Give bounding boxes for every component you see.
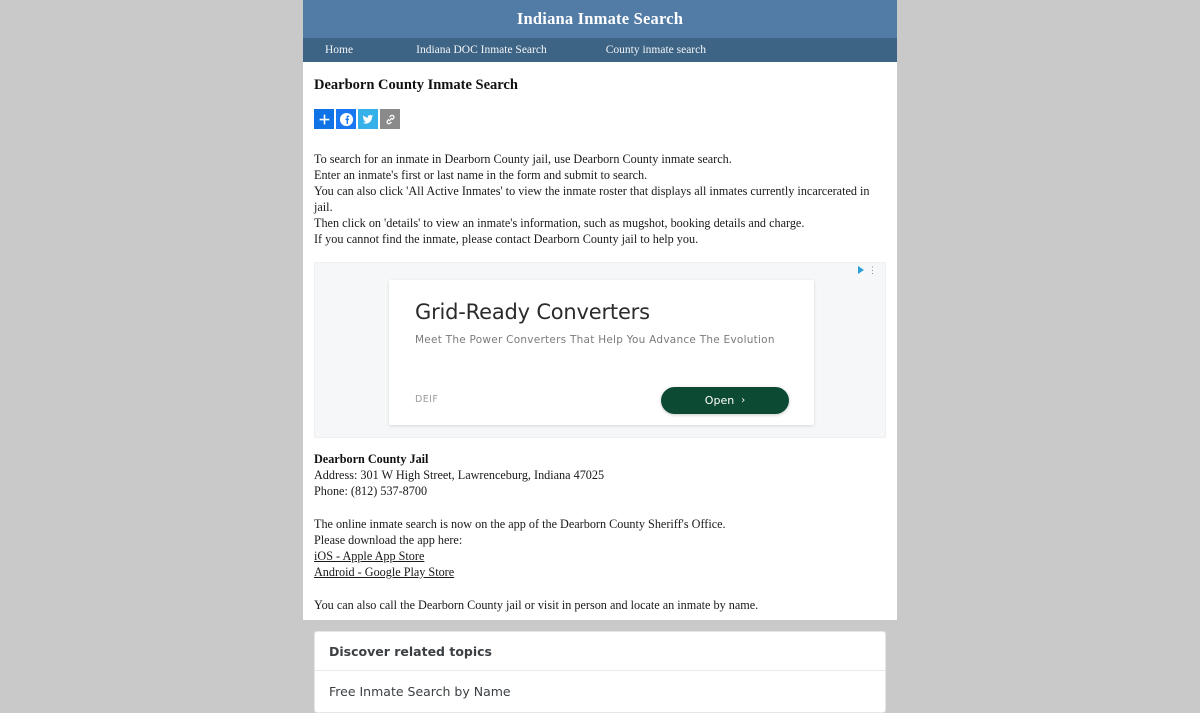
ad-headline: Grid-Ready Converters — [415, 300, 650, 324]
jail-info — [314, 451, 886, 499]
main-navigation — [303, 38, 897, 62]
intro-line-2: Enter an inmate's first or last name in the form and submit to search. — [314, 168, 648, 182]
intro-line-5: If you cannot find the inmate, please contact Dearborn County jail to help you. — [314, 232, 699, 246]
related-topics-box — [314, 631, 886, 713]
link-icon[interactable] — [380, 109, 400, 129]
ad-subheadline: Meet The Power Converters That Help You Advance The Evolution — [415, 334, 775, 346]
intro-line-3: You can also click 'All Active Inmates' to view the inmate roster that displays all inmates currently incarcerated in jail. — [314, 184, 870, 214]
adchoices-triangle-icon — [858, 266, 864, 274]
ad-open-button[interactable] — [661, 387, 789, 414]
jail-address: Address: 301 W High Street, Lawrenceburg, Indiana 47025 — [314, 468, 605, 482]
nav-item-home[interactable]: Home — [325, 44, 354, 56]
share-buttons — [314, 109, 886, 129]
adchoices-icon[interactable] — [858, 266, 877, 274]
advertisement-slot — [314, 262, 886, 438]
addthis-share-icon[interactable] — [314, 109, 334, 129]
ad-options-menu-icon[interactable]: ⋮ — [868, 265, 877, 275]
nav-item-county-inmate-search[interactable]: County inmate search — [605, 44, 706, 56]
related-topics-title: Discover related topics — [315, 632, 885, 671]
jail-name: Dearborn County Jail — [314, 452, 429, 466]
site-title: Indiana Inmate Search — [516, 9, 684, 28]
app-download-block — [314, 516, 886, 580]
related-topic-item[interactable]: Free Inmate Search by Name — [329, 684, 511, 699]
twitter-icon[interactable] — [358, 109, 378, 129]
main-content — [303, 77, 897, 713]
app-info-line-1: The online inmate search is now on the app of the Dearborn County Sheriff's Office. — [314, 517, 726, 531]
site-container — [303, 0, 897, 699]
nav-item-indiana-doc-inmate-search[interactable]: Indiana DOC Inmate Search — [416, 44, 547, 56]
page-title: Dearborn County Inmate Search — [314, 77, 518, 93]
site-header — [303, 0, 897, 38]
app-info-line-2: Please download the app here: — [314, 533, 463, 547]
facebook-icon[interactable] — [336, 109, 356, 129]
android-play-store-link[interactable]: Android - Google Play Store — [314, 565, 455, 579]
call-jail-note: You can also call the Dearborn County jail or visit in person and locate an inmate by name. — [314, 598, 759, 612]
ad-creative-card[interactable] — [389, 280, 814, 425]
jail-phone: Phone: (812) 537-8700 — [314, 484, 428, 498]
intro-paragraphs — [314, 151, 886, 247]
chevron-right-icon: › — [741, 395, 746, 406]
intro-line-1: To search for an inmate in Dearborn County jail, use Dearborn County inmate search. — [314, 152, 732, 166]
ad-brand-name: DEIF — [415, 394, 439, 405]
ios-app-store-link[interactable]: iOS - Apple App Store — [314, 549, 425, 563]
ad-open-label: Open — [704, 394, 735, 407]
intro-line-4: Then click on 'details' to view an inmate's information, such as mugshot, booking details and charge. — [314, 216, 805, 230]
